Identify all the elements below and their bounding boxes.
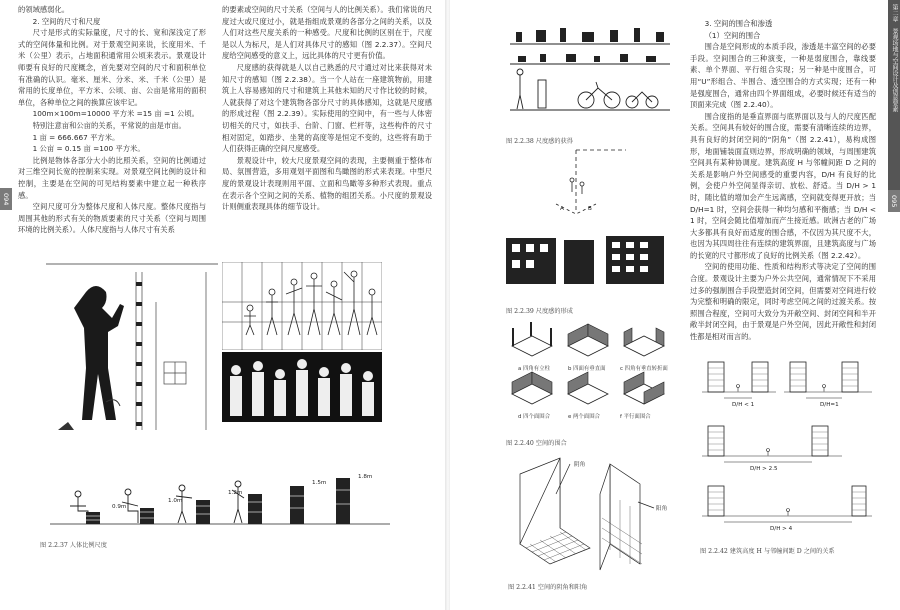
caption-2-2-38: 图 2.2.38 尺度感的获得 bbox=[506, 138, 573, 145]
right-page bbox=[450, 0, 900, 610]
enclosure-label-a: a 四角有立柱 bbox=[518, 366, 550, 372]
paragraph: 1 亩 = 666.667 平方米。 bbox=[32, 132, 120, 142]
paragraph: 1 公亩 = 0.15 亩 =100 平方米。 bbox=[32, 144, 145, 154]
label-a: A bbox=[560, 206, 564, 212]
text-column-1 bbox=[18, 4, 206, 236]
caption-2-2-41: 图 2.2.41 空间的阴角和阳角 bbox=[508, 584, 588, 591]
crowd-silhouette-figure bbox=[222, 352, 382, 422]
paragraph: 空间尺度可分为整体尺度和人体尺度。整体尺度指与周围其他的形式有关的物质要素的尺寸关系（空间与周围环境的比例关系）。人体尺度指与人体尺寸有关系 bbox=[18, 202, 206, 235]
page-number-right: 095 bbox=[888, 190, 900, 212]
paragraph: 的领域感弱化。 bbox=[18, 5, 70, 14]
paragraph: 空间的使用功能、性质和结构形式等决定了空间的围合度。景观设计主要为户外公共空间，通常情况下不采用过多的强制围合手段塑造封闭空间，但需要对空间进行较为完整和明确的限定，同时考虑空间之间的过渡关系。按照围合程度，空间可大致分为开敞空间、封闭空间和半开敞半封闭空间，由于景观是户外空间，因此开敞性和封闭性都是相对而言的。 bbox=[690, 262, 876, 342]
paragraph: 3. 空间的围合和渗透 bbox=[704, 19, 773, 28]
caption-2-2-40: 图 2.2.40 空间的围合 bbox=[506, 440, 567, 447]
modulor-figure bbox=[46, 262, 218, 434]
label-b: B bbox=[588, 206, 592, 212]
paragraph: （1）空间的围合 bbox=[704, 30, 761, 40]
ratio-label-2: D/H=1 bbox=[820, 402, 839, 408]
enclosure-label-b: b 四面有垂直面 bbox=[568, 366, 606, 372]
paragraph: 尺寸是形式的实际量度，尺寸的长、宽和深浅定了形式的空间体量和比例。对于景观空间来说，长度用米、千米（公里）表示，占地面积通常用公顷来表示。景观设计师要有良好的尺度概念，首先要对空间的尺寸和面积单位有准确的认识。毫米、厘米、分米、米、千米（公里）是常用的长度单位，平方米、公顷、亩、公亩是常用的面积单位，各种单位之间的换算应该牢记。 bbox=[18, 28, 206, 107]
paragraph: 围合度指的是垂直界面与底界面以及与人的尺度匹配关系。空间具有较好的围合度，需要有清晰连续的边界，具有良好的封闭空间的“阴角”（图 2.2.41），易构成图形，地面铺装面直则边界，形成明确的领域，与周围建筑空间具有某种协调度。建筑高度 H 与邻幢间距 D 之间的关系是影响户外空间感受的重要内容，D/H 有良好的比例，会使户外空间显得亲切、放松、舒适。当 D/H > 1 时，随比值的增加会产生远离感，空间就变得更开放；当 D/H=1 时，空间会获得一种均匀感和平衡感；当 D/H < 1 时，空间会随比值增加而产生接近感。欧洲古老的广场大多都具有良好而适度的围合感，不仅因为其尺度不大，也因为其四周往往有连续的建筑界面，且建筑高度与广场的长宽的尺寸都形成了良好的比例关系（图 2.2.42）。 bbox=[690, 111, 876, 260]
caption-2-2-39: 图 2.2.39 尺度感的形成 bbox=[506, 308, 573, 315]
left-page bbox=[0, 0, 446, 610]
paragraph: 的要素或空间的尺寸关系（空间与人的比例关系）。我们常说的尺度过大或尺度过小，就是指组成景观的各部分之间的关系，以及人们对这些尺度关系的一种感受。尺度和比例的区别在于，尺度是以人为标尺，是人们对具体尺寸的感知（图 2.2.37）。空间尺度给空间感受的意义上，远比具体的尺寸更有价值。 bbox=[222, 5, 432, 61]
paragraph: 景观设计中，较大尺度景观空间的表现，主要侧重于整体布局、氛围营造，多用观划平面图和鸟瞰图的形式来表现。中型尺度的景观设计表现则用平面、立面和鸟瞰等多种形式表现。重点在表示各个空间之间的关系、植物的组团关系。小尺度的景观设计则侧重表现具体的细节设计。 bbox=[222, 155, 432, 212]
paragraph: 特别注意亩和公亩的关系，平常说的亩是市亩。 bbox=[32, 120, 186, 130]
text-column-3 bbox=[690, 18, 876, 343]
scale-perception-figure bbox=[510, 18, 670, 118]
ratio-label-1: D/H < 1 bbox=[732, 402, 755, 408]
caption-2-2-37: 图 2.2.37 人体比例尺度 bbox=[40, 542, 107, 549]
enclosure-label-c: c 四角有垂直转折面 bbox=[620, 366, 668, 372]
paragraph: 100m×100m=10000 平方米 =15 亩 =1 公顷。 bbox=[32, 109, 199, 119]
enclosure-label-d: d 四个面围合 bbox=[518, 414, 551, 420]
caption-2-2-42: 图 2.2.42 建筑高度 H 与邻幢间距 D 之间的关系 bbox=[700, 548, 835, 555]
scale-label-1: 0.9m bbox=[112, 504, 127, 510]
scale-label-4: 1.5m bbox=[312, 480, 327, 486]
paragraph: 尺度感的获得就是人以自己熟悉的尺寸通过对比来获得对未知尺寸的感知（图 2.2.38）。当一个人站在一座建筑物前，用建筑上人容易感知的尺寸和建筑上其他未知的尺寸作比较的时候，人就获得了对这个建筑物各部分尺寸的具体感知，这就是尺度感的形成过程（图 2.2.39）。实际使用的空间中，有一些与人体密切相关的尺寸，如扶手、台阶、门窗、栏杆等，这些构件的尺寸相对固定，如踏步、坐凳的高度等是恒定不变的，这些将有助于人们获得正确的空间尺度感受。 bbox=[222, 62, 432, 154]
page-number-left: 094 bbox=[0, 188, 12, 210]
inner-outer-corner-figure bbox=[510, 454, 670, 580]
paragraph: 比例是物体各部分大小的比照关系，空间的比例通过对三维空间长宽的控制来实现。对景观空间比例的设计和控制，主要是在空间的可见结构要素中建立起一种秩序感。 bbox=[18, 155, 206, 200]
scale-bars-figure bbox=[50, 476, 390, 534]
ratio-label-4: D/H > 4 bbox=[770, 526, 793, 532]
scale-label-2: 1.0m bbox=[168, 498, 183, 504]
height-distance-ratio-figure bbox=[702, 342, 872, 532]
enclosure-label-e: e 两个面围合 bbox=[568, 414, 600, 420]
text-column-2 bbox=[222, 4, 432, 213]
chapter-side-tab: 第二章 景观场地与空间设计及创意要素 bbox=[888, 0, 900, 200]
label-yin-corner: 阴角 bbox=[574, 462, 586, 468]
ratio-label-3: D/H > 2.5 bbox=[750, 466, 778, 472]
scale-label-3: 1.2m bbox=[228, 490, 243, 496]
scale-formation-figure bbox=[506, 148, 666, 298]
enclosure-label-f: f 平行面围合 bbox=[620, 414, 651, 420]
scale-label-5: 1.8m bbox=[358, 474, 373, 480]
human-scale-grid-figure bbox=[222, 262, 382, 350]
paragraph: 围合是空间形成的本质手段，渗透是丰富空间的必要手段。空间围合的三种演变，一种是弱度围合，靠线要素、单个界面、平行组合实现；另一种是中度围合，可用“U”形组合、半围合、透空围合的方式实现；还有一种是强度围合，通常由四个界面组成，必要时候还有适当的顶面来完成（图 2.2.40）。 bbox=[690, 42, 876, 110]
paragraph: 2. 空间的尺寸和尺度 bbox=[32, 16, 101, 26]
label-yang-corner: 阳角 bbox=[656, 506, 668, 512]
